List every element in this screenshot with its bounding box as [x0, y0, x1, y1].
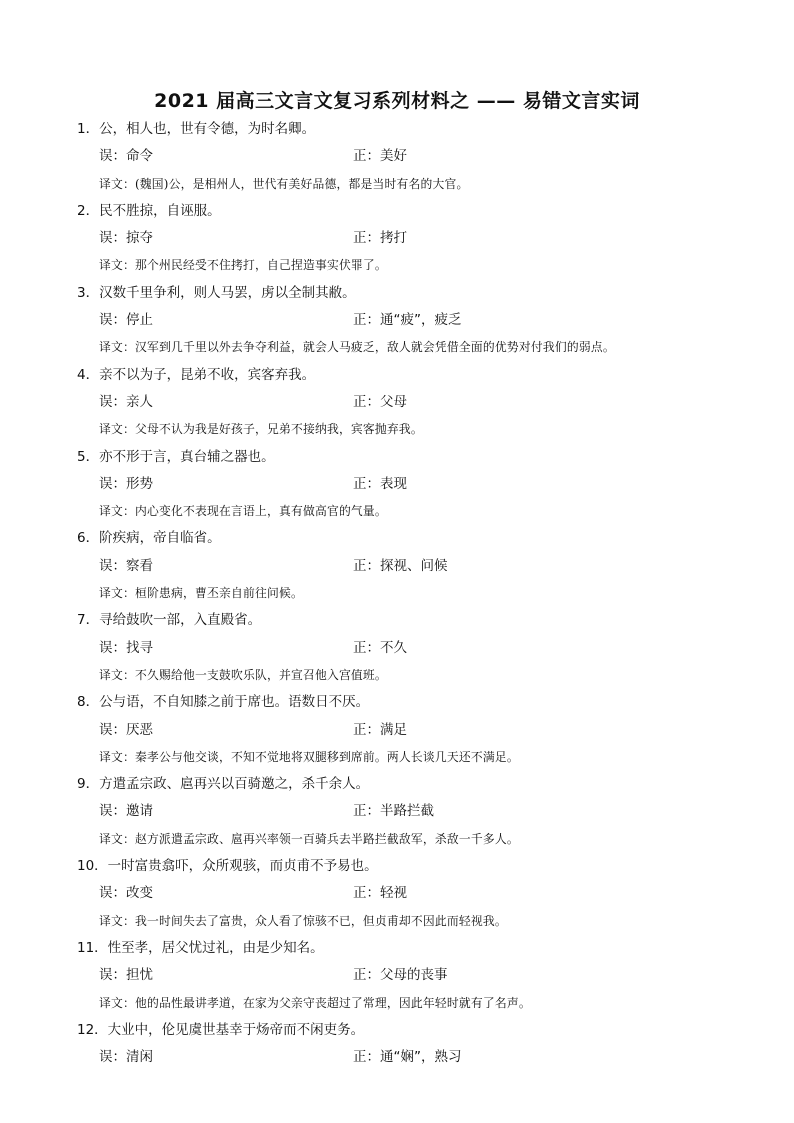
- correct-meaning: 正：探视、问候: [353, 557, 448, 574]
- correct-meaning: 正：通“疲”，疲乏: [353, 312, 462, 329]
- wrong-meaning: 误：察看: [99, 557, 153, 574]
- wrong-meaning: 误：停止: [99, 312, 153, 329]
- correct-meaning: 正：通“娴”，熟习: [353, 1049, 462, 1066]
- wrong-meaning: 误：担忧: [99, 967, 153, 984]
- correct-meaning: 正：表现: [353, 475, 407, 492]
- list-item: [77, 607, 757, 689]
- question-sentence: 3．汉数千里争利，则人马罢，虏以全制其敝。: [77, 284, 356, 301]
- wrong-meaning: 误：掠夺: [99, 230, 153, 247]
- list-item: [77, 280, 757, 362]
- translation: 译文：(魏国)公，是相州人，世代有美好品德，都是当时有名的大官。: [99, 176, 469, 191]
- question-sentence: 8．公与语，不自知膝之前于席也。语数日不厌。: [77, 694, 370, 711]
- list-item: [77, 198, 757, 280]
- translation: 译文：赵方派遣孟宗政、扈再兴率领一百骑兵去半路拦截敌军，杀敌一千多人。: [99, 831, 519, 846]
- list-item: [77, 362, 757, 444]
- question-sentence: 10．一时富贵翕吓，众所观骇，而贞甫不予易也。: [77, 858, 378, 875]
- wrong-meaning: 误：厌恶: [99, 721, 153, 738]
- answer-pair: [77, 1044, 757, 1071]
- answer-pair: [77, 798, 757, 825]
- answer-pair: [77, 717, 757, 744]
- wrong-meaning: 误：形势: [99, 475, 153, 492]
- translation: 译文：汉军到几千里以外去争夺利益，就会人马疲乏，敌人就会凭借全面的优势对付我们的弱点。: [99, 340, 615, 355]
- answer-pair: [77, 225, 757, 252]
- question-sentence: 11．性至孝，居父忧过礼，由是少知名。: [77, 939, 324, 956]
- wrong-meaning: 误：邀请: [99, 803, 153, 820]
- translation: 译文：桓阶患病，曹丕亲自前往问候。: [99, 586, 303, 601]
- question-sentence: 6．阶疾病，帝自临省。: [77, 530, 221, 547]
- list-item: [77, 444, 757, 526]
- correct-meaning: 正：父母: [353, 393, 407, 410]
- answer-pair: [77, 143, 757, 170]
- answer-pair: [77, 635, 757, 662]
- correct-meaning: 正：父母的丧事: [353, 967, 448, 984]
- translation: 译文：父母不认为我是好孩子，兄弟不接纳我，宾客抛弃我。: [99, 422, 423, 437]
- wrong-meaning: 误：找寻: [99, 639, 153, 656]
- answer-pair: [77, 389, 757, 416]
- list-item: [77, 689, 757, 771]
- question-sentence: 4．亲不以为子，昆弟不收，宾客弃我。: [77, 366, 316, 383]
- translation: 译文：他的品性最讲孝道，在家为父亲守丧超过了常理，因此年轻时就有了名声。: [99, 995, 531, 1010]
- question-sentence: 9．方遣孟宗政、扈再兴以百骑邀之，杀千余人。: [77, 776, 370, 793]
- question-sentence: 7．寻给鼓吹一部，入直殿省。: [77, 612, 262, 629]
- list-item: [77, 853, 757, 935]
- wrong-meaning: 误：改变: [99, 885, 153, 902]
- list-item: [77, 525, 757, 607]
- list-item: [77, 771, 757, 853]
- wrong-meaning: 误：清闲: [99, 1049, 153, 1066]
- translation: 译文：内心变化不表现在言语上，真有做高官的气量。: [99, 504, 387, 519]
- answer-pair: [77, 471, 757, 498]
- wrong-meaning: 误：命令: [99, 148, 153, 165]
- question-sentence: 12．大业中，伦见虞世基幸于炀帝而不闲吏务。: [77, 1021, 365, 1038]
- answer-pair: [77, 962, 757, 989]
- translation: 译文：我一时间失去了富贵，众人看了惊骇不已，但贞甫却不因此而轻视我。: [99, 913, 507, 928]
- translation: 译文：那个州民经受不住拷打，自己捏造事实伏罪了。: [99, 258, 387, 273]
- page-title: 2021 届高三文言文复习系列材料之 —— 易错文言实词: [154, 90, 640, 112]
- list-item: [77, 116, 757, 198]
- list-item: [77, 935, 757, 1017]
- question-sentence: 2．民不胜掠，自诬服。: [77, 202, 221, 219]
- answer-pair: [77, 880, 757, 907]
- correct-meaning: 正：轻视: [353, 885, 407, 902]
- correct-meaning: 正：美好: [353, 148, 407, 165]
- question-sentence: 5．亦不形于言，真台辅之器也。: [77, 448, 275, 465]
- answer-pair: [77, 307, 757, 334]
- vocab-list: [77, 116, 757, 1071]
- translation: 译文：不久赐给他一支鼓吹乐队，并宣召他入宫值班。: [99, 667, 387, 682]
- correct-meaning: 正：拷打: [353, 230, 407, 247]
- wrong-meaning: 误：亲人: [99, 393, 153, 410]
- correct-meaning: 正：半路拦截: [353, 803, 434, 820]
- translation: 译文：秦孝公与他交谈，不知不觉地将双腿移到席前。两人长谈几天还不满足。: [99, 749, 519, 764]
- correct-meaning: 正：不久: [353, 639, 407, 656]
- answer-pair: [77, 553, 757, 580]
- correct-meaning: 正：满足: [353, 721, 407, 738]
- question-sentence: 1．公，相人也，世有令德，为时名卿。: [77, 121, 316, 137]
- list-item: [77, 1017, 757, 1072]
